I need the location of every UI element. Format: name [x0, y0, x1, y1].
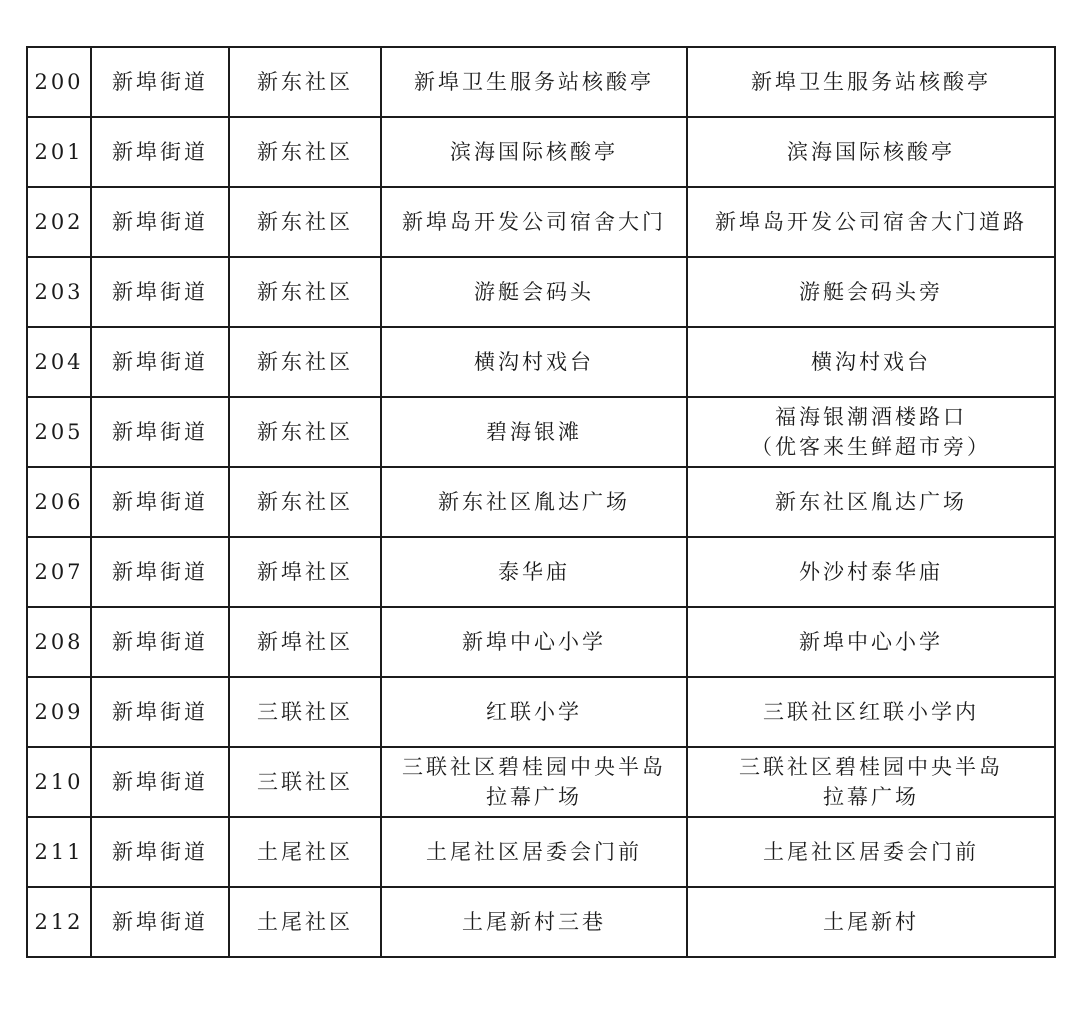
site-name-cell	[381, 467, 687, 537]
location-line: 新东社区胤达广场	[775, 490, 967, 514]
community-cell: 新东社区	[229, 47, 381, 117]
site-name-cell	[381, 187, 687, 257]
site-name-line: 土尾社区居委会门前	[426, 840, 642, 864]
row-number-cell: 203	[27, 257, 91, 327]
row-number-cell: 200	[27, 47, 91, 117]
location-line: 福海银潮酒楼路口	[775, 405, 967, 429]
table-row	[27, 607, 1055, 677]
site-name-line: 滨海国际核酸亭	[450, 140, 618, 164]
street-cell: 新埠街道	[91, 677, 229, 747]
site-name-line: 泰华庙	[498, 560, 570, 584]
row-number-cell: 206	[27, 467, 91, 537]
location-cell	[687, 187, 1055, 257]
site-name-cell	[381, 397, 687, 467]
site-name-cell	[381, 47, 687, 117]
row-number-cell: 210	[27, 747, 91, 817]
street-cell: 新埠街道	[91, 817, 229, 887]
community-cell: 新东社区	[229, 327, 381, 397]
table-row	[27, 257, 1055, 327]
site-name-line: 新东社区胤达广场	[438, 490, 630, 514]
table-row	[27, 817, 1055, 887]
row-number-cell: 202	[27, 187, 91, 257]
location-line: 土尾新村	[823, 910, 919, 934]
community-cell: 三联社区	[229, 677, 381, 747]
community-cell: 新东社区	[229, 257, 381, 327]
table-body	[27, 47, 1055, 957]
testing-site-table-sheet	[26, 46, 1056, 958]
location-cell	[687, 537, 1055, 607]
location-cell	[687, 747, 1055, 817]
site-name-line: 横沟村戏台	[474, 350, 594, 374]
table-row	[27, 467, 1055, 537]
location-cell	[687, 677, 1055, 747]
street-cell: 新埠街道	[91, 887, 229, 957]
site-name-cell	[381, 607, 687, 677]
site-name-cell	[381, 677, 687, 747]
street-cell: 新埠街道	[91, 257, 229, 327]
site-name-cell	[381, 887, 687, 957]
site-name-cell	[381, 747, 687, 817]
testing-site-table	[26, 46, 1056, 958]
street-cell: 新埠街道	[91, 467, 229, 537]
location-line: 滨海国际核酸亭	[787, 140, 955, 164]
community-cell: 土尾社区	[229, 817, 381, 887]
location-line: 新埠卫生服务站核酸亭	[751, 70, 991, 94]
row-number-cell: 209	[27, 677, 91, 747]
street-cell: 新埠街道	[91, 607, 229, 677]
community-cell: 新东社区	[229, 467, 381, 537]
street-cell: 新埠街道	[91, 117, 229, 187]
location-line: （优客来生鲜超市旁）	[751, 435, 991, 459]
location-cell	[687, 257, 1055, 327]
table-row	[27, 887, 1055, 957]
street-cell: 新埠街道	[91, 397, 229, 467]
site-name-line: 拉幕广场	[486, 785, 582, 809]
community-cell: 新东社区	[229, 187, 381, 257]
location-line: 新埠中心小学	[799, 630, 943, 654]
table-row	[27, 117, 1055, 187]
location-cell	[687, 397, 1055, 467]
site-name-cell	[381, 257, 687, 327]
street-cell: 新埠街道	[91, 47, 229, 117]
community-cell: 新东社区	[229, 117, 381, 187]
site-name-line: 土尾新村三巷	[462, 910, 606, 934]
table-row	[27, 47, 1055, 117]
table-row	[27, 677, 1055, 747]
community-cell: 土尾社区	[229, 887, 381, 957]
location-cell	[687, 327, 1055, 397]
community-cell: 新埠社区	[229, 537, 381, 607]
site-name-cell	[381, 817, 687, 887]
table-row	[27, 327, 1055, 397]
location-line: 游艇会码头旁	[799, 280, 943, 304]
location-cell	[687, 887, 1055, 957]
location-line: 新埠岛开发公司宿舍大门道路	[715, 210, 1027, 234]
site-name-line: 红联小学	[486, 700, 582, 724]
street-cell: 新埠街道	[91, 187, 229, 257]
table-row	[27, 537, 1055, 607]
site-name-cell	[381, 117, 687, 187]
street-cell: 新埠街道	[91, 327, 229, 397]
site-name-cell	[381, 327, 687, 397]
site-name-line: 新埠岛开发公司宿舍大门	[402, 210, 666, 234]
table-row	[27, 187, 1055, 257]
location-cell	[687, 607, 1055, 677]
table-row	[27, 397, 1055, 467]
location-cell	[687, 117, 1055, 187]
row-number-cell: 212	[27, 887, 91, 957]
site-name-line: 新埠卫生服务站核酸亭	[414, 70, 654, 94]
site-name-line: 碧海银滩	[486, 420, 582, 444]
row-number-cell: 207	[27, 537, 91, 607]
row-number-cell: 204	[27, 327, 91, 397]
site-name-line: 游艇会码头	[474, 280, 594, 304]
site-name-line: 三联社区碧桂园中央半岛	[402, 755, 666, 779]
location-cell	[687, 817, 1055, 887]
community-cell: 新埠社区	[229, 607, 381, 677]
street-cell: 新埠街道	[91, 537, 229, 607]
community-cell: 新东社区	[229, 397, 381, 467]
location-line: 横沟村戏台	[811, 350, 931, 374]
location-line: 拉幕广场	[823, 785, 919, 809]
site-name-cell	[381, 537, 687, 607]
row-number-cell: 201	[27, 117, 91, 187]
site-name-line: 新埠中心小学	[462, 630, 606, 654]
location-line: 土尾社区居委会门前	[763, 840, 979, 864]
location-cell	[687, 47, 1055, 117]
location-line: 三联社区红联小学内	[763, 700, 979, 724]
street-cell: 新埠街道	[91, 747, 229, 817]
table-row	[27, 747, 1055, 817]
location-line: 三联社区碧桂园中央半岛	[739, 755, 1003, 779]
row-number-cell: 208	[27, 607, 91, 677]
location-line: 外沙村泰华庙	[799, 560, 943, 584]
community-cell: 三联社区	[229, 747, 381, 817]
row-number-cell: 205	[27, 397, 91, 467]
row-number-cell: 211	[27, 817, 91, 887]
location-cell	[687, 467, 1055, 537]
